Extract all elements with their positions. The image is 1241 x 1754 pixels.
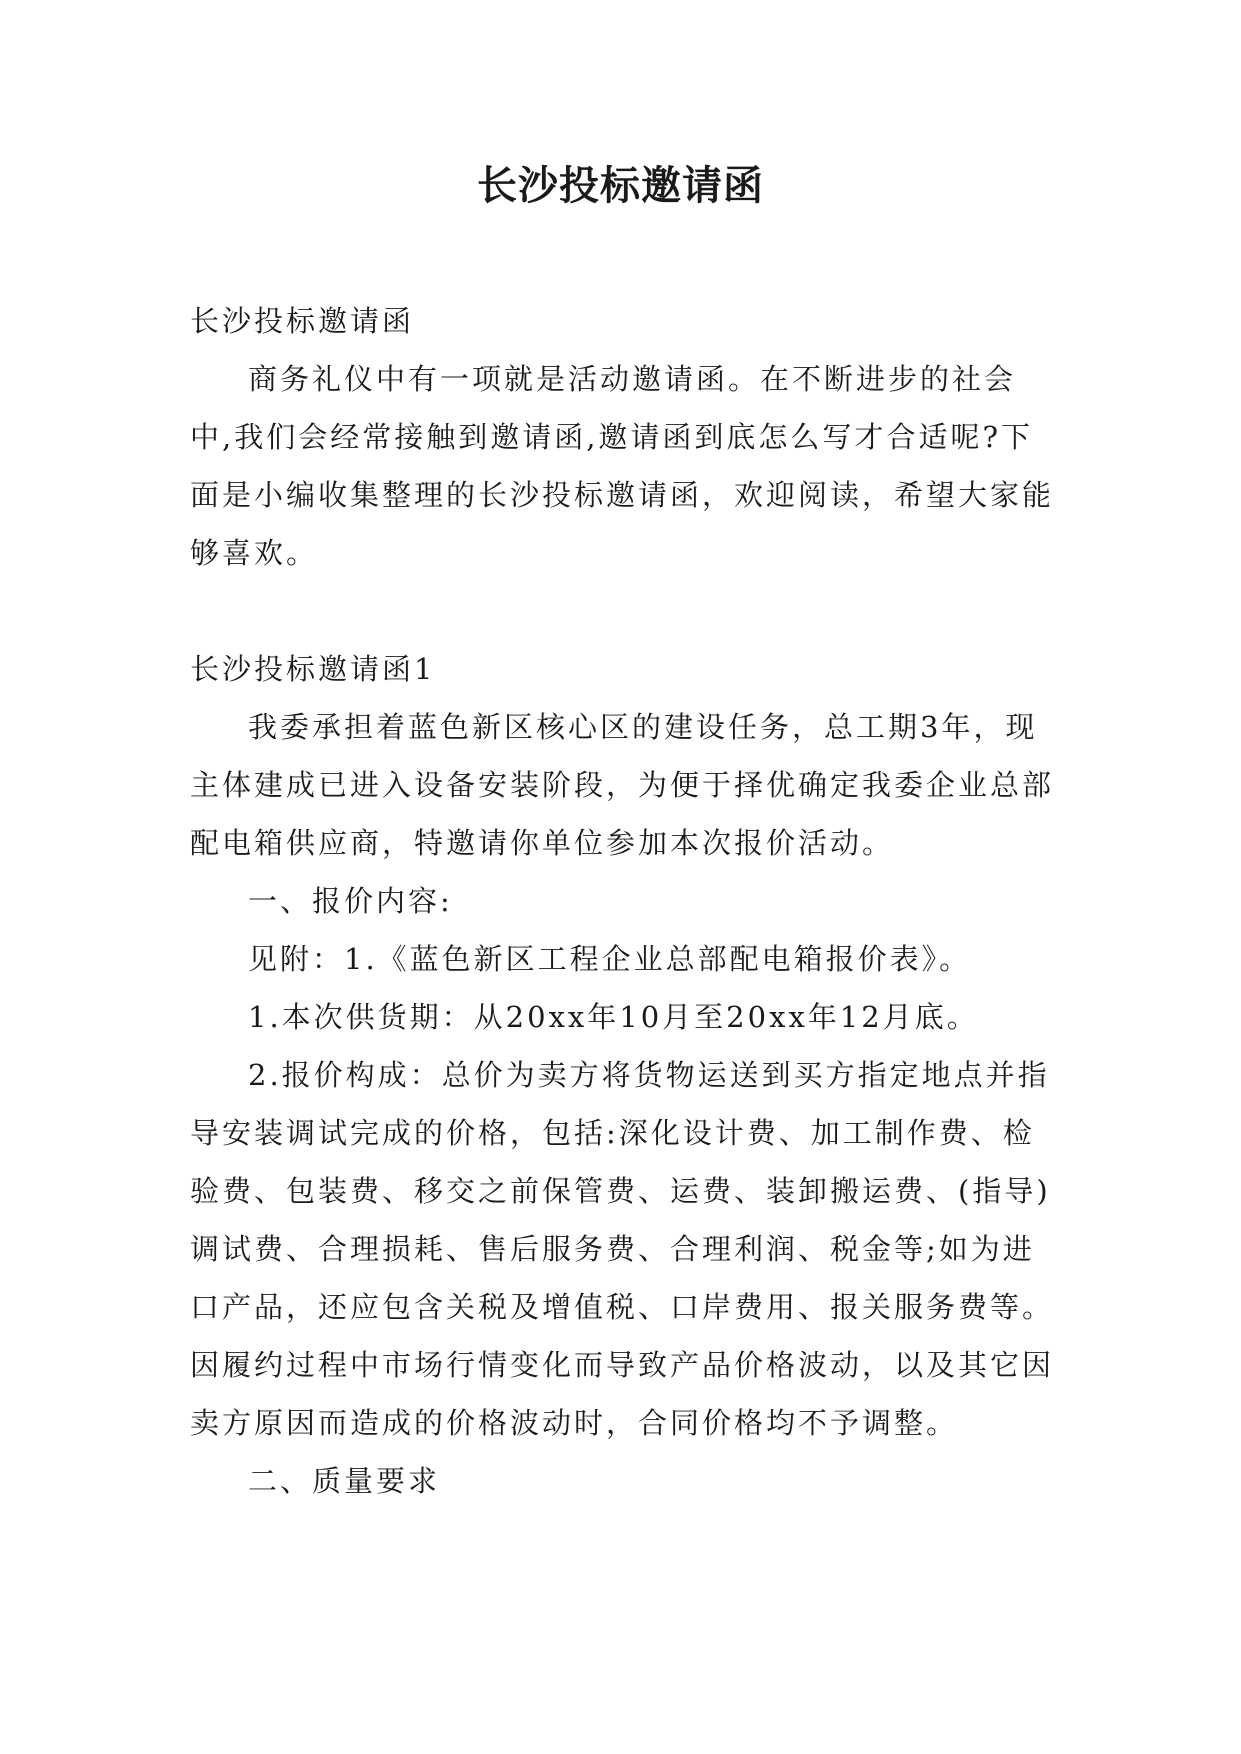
attachment-line: 见附：1.《蓝色新区工程企业总部配电箱报价表》。 [248, 942, 972, 976]
item-heading-quote-content: 一、报价内容: [248, 884, 453, 918]
item-heading-quality: 二、质量要求 [248, 1464, 441, 1498]
section-heading-intro: 长沙投标邀请函 [190, 304, 415, 338]
section-heading-letter-1: 长沙投标邀请函1 [190, 652, 436, 686]
document-body [190, 292, 1060, 1510]
paragraph-spacer [190, 582, 1060, 640]
letter-opening-paragraph: 我委承担着蓝色新区核心区的建设任务，总工期3年，现主体建成已进入设备安装阶段，为便于择优确定我委企业总部配电箱供应商，特邀请你单位参加本次报价活动。 [190, 710, 1055, 860]
price-composition-paragraph: 2.报价构成：总价为卖方将货物运送到买方指定地点并指导安装调试完成的价格，包括:深化设计费、加工制作费、检验费、包装费、移交之前保管费、运费、装卸搬运费、(指导)调试费、合理损耗、售后服务费、合理利润、税金等;如为进口产品，还应包含关税及增值税、口岸费用、报关服务费等。因履约过程中市场行情变化而导致产品价格波动，以及其它因卖方原因而造成的价格波动时，合同价格均不予调整。 [190, 1058, 1055, 1440]
supply-period-line: 1.本次供货期：从20xx年10月至20xx年12月底。 [248, 1000, 979, 1034]
intro-paragraph: 商务礼仪中有一项就是活动邀请函。在不断进步的社会中,我们会经常接触到邀请函,邀请函到底怎么写才合适呢?下面是小编收集整理的长沙投标邀请函，欢迎阅读，希望大家能够喜欢。 [190, 362, 1055, 570]
document-title: 长沙投标邀请函 [477, 162, 764, 209]
